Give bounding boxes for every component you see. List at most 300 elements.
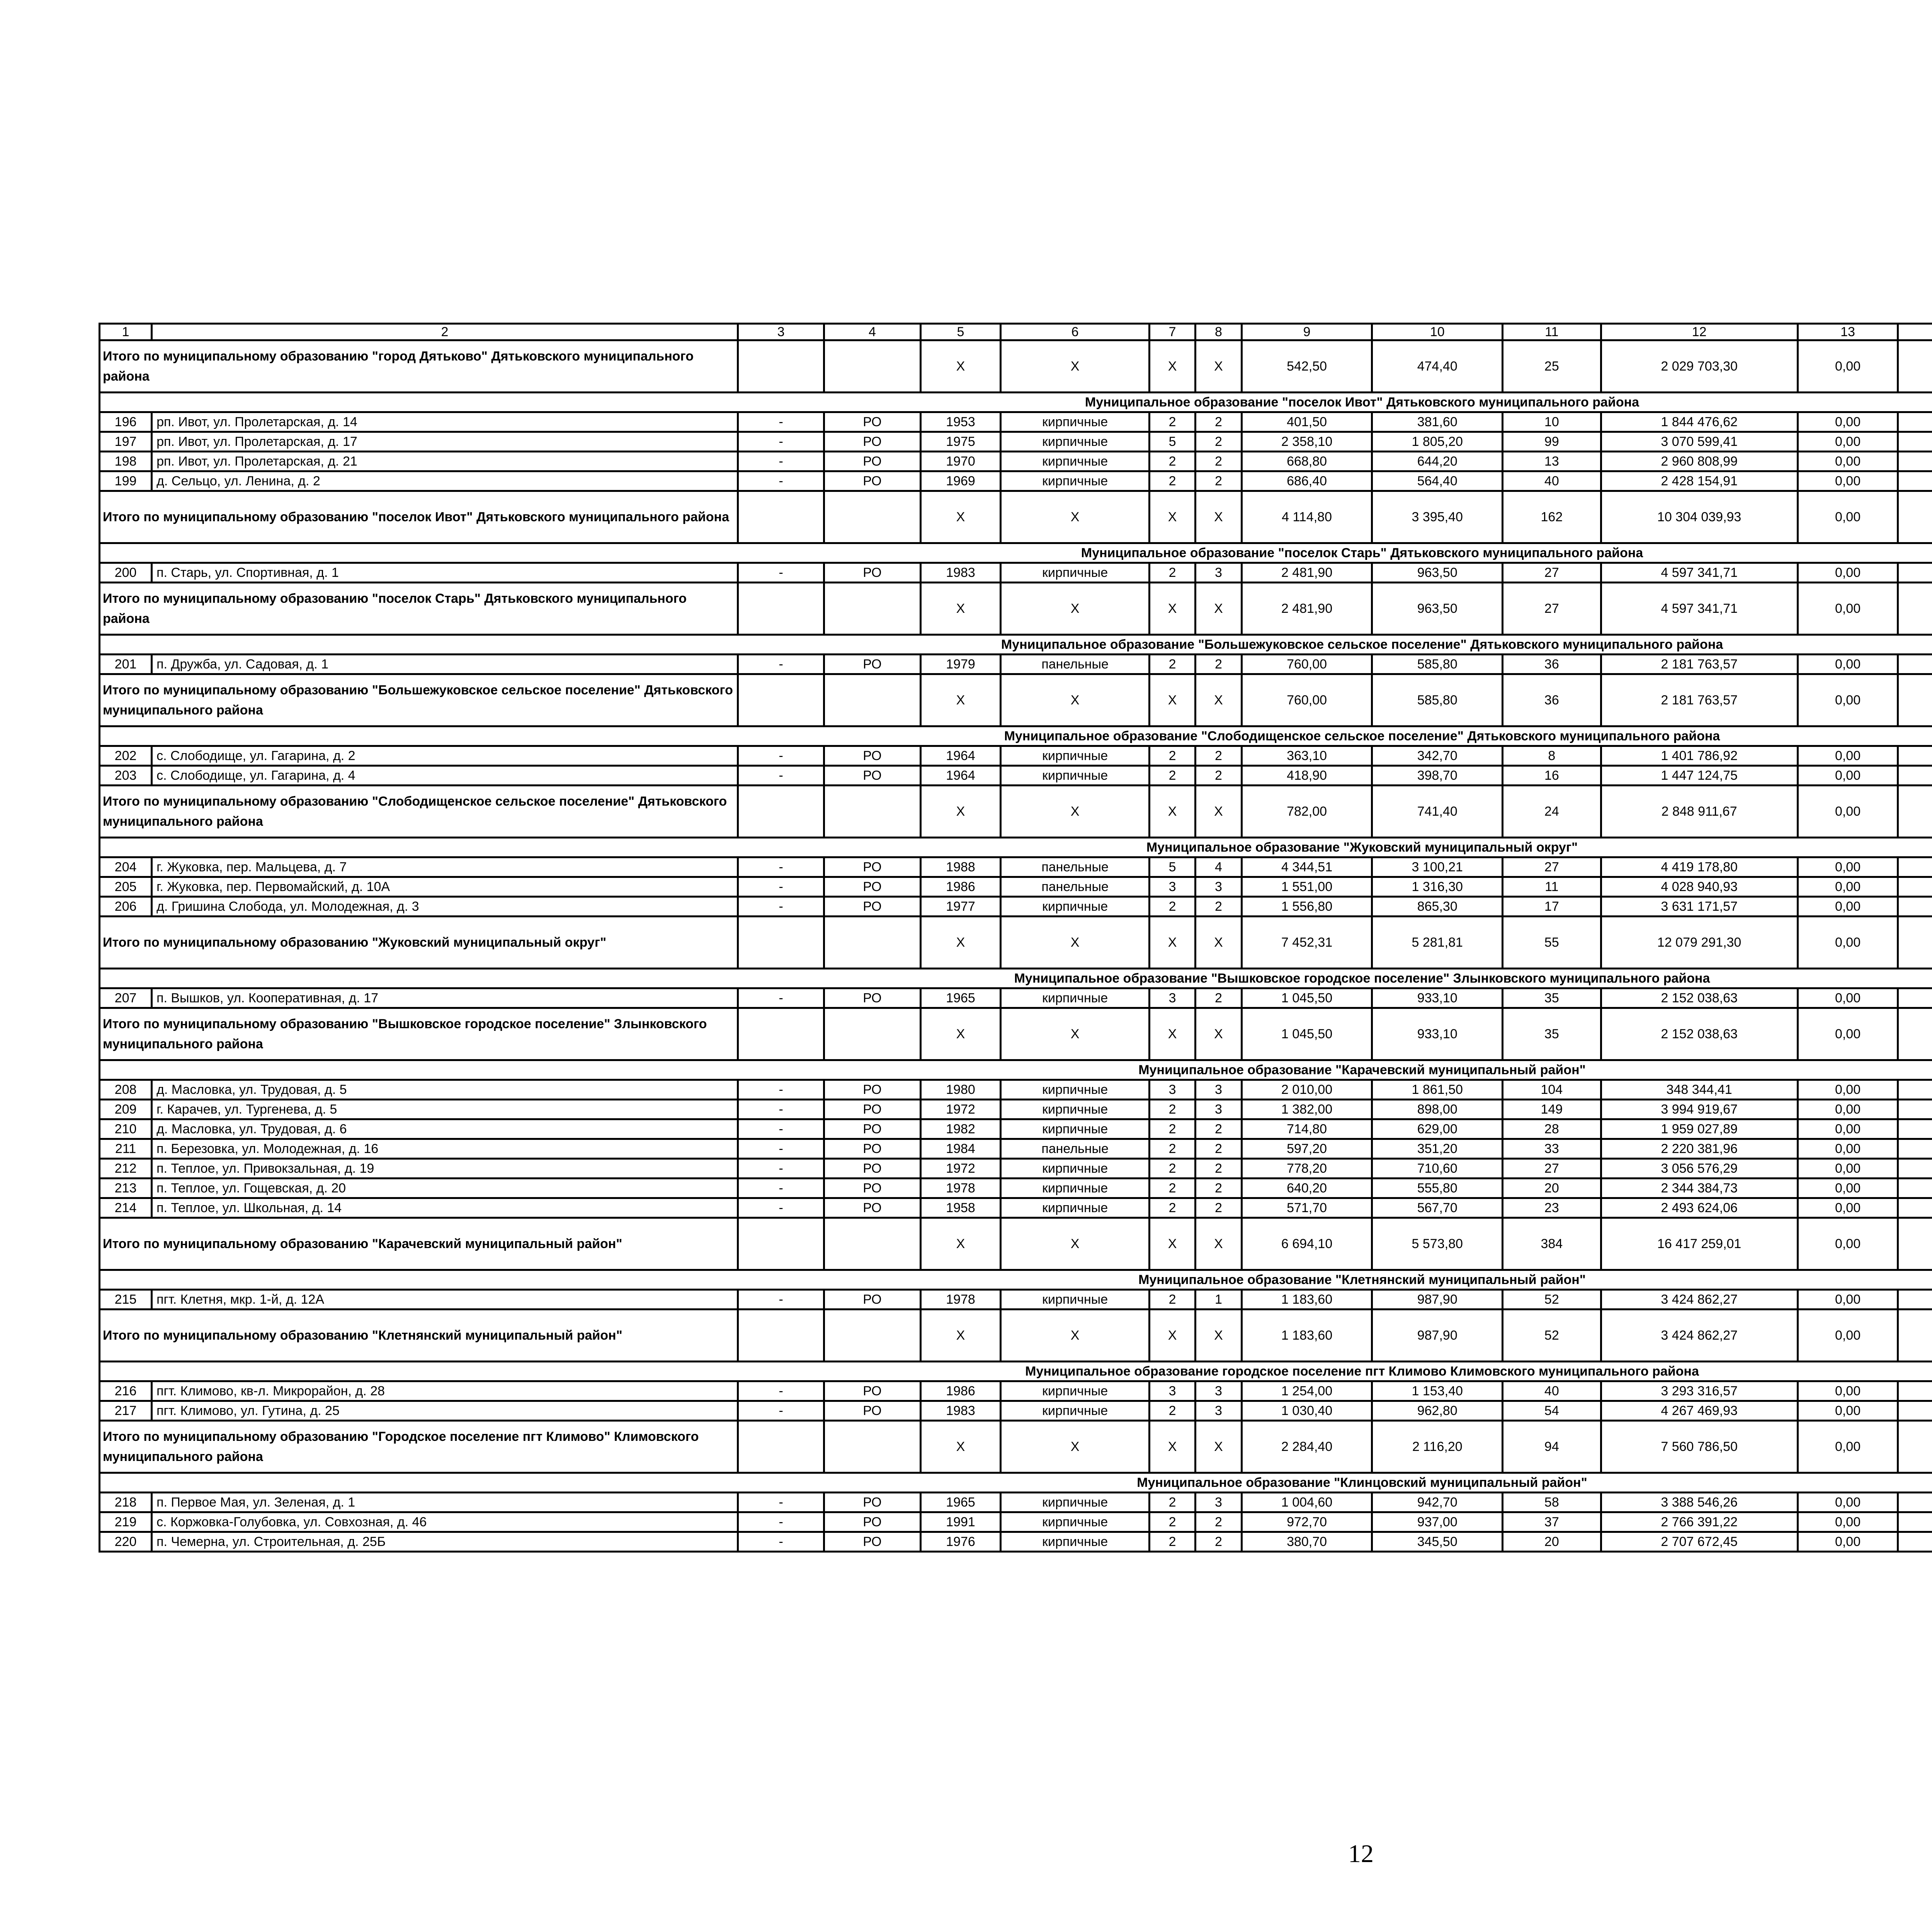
table-cell: 0,00 bbox=[1798, 452, 1898, 471]
table-cell: 219 bbox=[100, 1512, 152, 1532]
table-cell: кирпичные bbox=[1001, 1493, 1149, 1512]
table-cell: - bbox=[738, 1401, 824, 1421]
table-cell: 2 152 038,63 bbox=[1601, 988, 1798, 1008]
table-cell: кирпичные bbox=[1001, 1179, 1149, 1198]
table-cell: кирпичные bbox=[1001, 1401, 1149, 1421]
table-cell: 213 bbox=[100, 1179, 152, 1198]
total-cell: 0,00 bbox=[1798, 1310, 1898, 1362]
total-cell: 2 481,90 bbox=[1242, 583, 1372, 635]
total-cell: X bbox=[1001, 340, 1149, 393]
table-cell: 0,00 bbox=[1798, 432, 1898, 452]
table-cell bbox=[1898, 877, 1932, 897]
table-cell: - bbox=[738, 897, 824, 917]
table-cell: 1 959 027,89 bbox=[1601, 1119, 1798, 1139]
total-cell: 0,00 bbox=[1798, 786, 1898, 838]
table-cell: 2 766 391,22 bbox=[1601, 1512, 1798, 1532]
table-cell: кирпичные bbox=[1001, 1159, 1149, 1179]
table-cell: 3 070 599,41 bbox=[1601, 432, 1798, 452]
table-cell: 2 181 763,57 bbox=[1601, 655, 1798, 674]
total-row bbox=[100, 917, 1932, 969]
table-cell: 2 bbox=[1149, 1290, 1195, 1310]
table-cell: кирпичные bbox=[1001, 1381, 1149, 1401]
table-cell: 2 bbox=[1149, 655, 1195, 674]
table-cell: 54 bbox=[1503, 1401, 1601, 1421]
table-cell: 2 bbox=[1149, 1512, 1195, 1532]
total-cell: X bbox=[1149, 340, 1195, 393]
table-cell: кирпичные bbox=[1001, 1100, 1149, 1119]
table-row bbox=[100, 1100, 1932, 1119]
column-number: 1 bbox=[100, 324, 152, 340]
table-cell: 99 bbox=[1503, 432, 1601, 452]
table-cell: 204 bbox=[100, 857, 152, 877]
table-row bbox=[100, 1198, 1932, 1218]
table-cell: 4 597 341,71 bbox=[1601, 563, 1798, 583]
table-cell: 2 bbox=[1196, 766, 1242, 786]
table-cell: 211 bbox=[100, 1139, 152, 1159]
table-cell: РО bbox=[824, 1198, 920, 1218]
table-cell: 0,00 bbox=[1798, 1179, 1898, 1198]
table-row bbox=[100, 1159, 1932, 1179]
table-cell: 2 bbox=[1149, 452, 1195, 471]
table-row bbox=[100, 563, 1932, 583]
total-cell: X bbox=[1196, 1218, 1242, 1270]
table-cell: с. Коржовка-Голубовка, ул. Совхозная, д. 46 bbox=[152, 1512, 738, 1532]
table-cell: 1 805,20 bbox=[1372, 432, 1503, 452]
table-cell: 3 bbox=[1149, 988, 1195, 1008]
total-cell: 3 395,40 bbox=[1372, 491, 1503, 543]
table-cell: 2 bbox=[1149, 1493, 1195, 1512]
table-cell: РО bbox=[824, 1080, 920, 1100]
table-cell bbox=[1898, 1381, 1932, 1401]
table-cell: РО bbox=[824, 857, 920, 877]
table-cell: 2 bbox=[1196, 1119, 1242, 1139]
table-cell: 3 056 576,29 bbox=[1601, 1159, 1798, 1179]
table-cell: 3 424 862,27 bbox=[1601, 1290, 1798, 1310]
table-row bbox=[100, 1080, 1932, 1100]
table-cell: 37 bbox=[1503, 1512, 1601, 1532]
table-row bbox=[100, 471, 1932, 491]
table-cell: 898,00 bbox=[1372, 1100, 1503, 1119]
total-cell: 1 183,60 bbox=[1242, 1310, 1372, 1362]
total-cell: X bbox=[920, 340, 1001, 393]
table-cell: - bbox=[738, 1198, 824, 1218]
total-cell bbox=[824, 1218, 920, 1270]
table-cell: кирпичные bbox=[1001, 988, 1149, 1008]
table-cell: 1 254,00 bbox=[1242, 1381, 1372, 1401]
table-cell: РО bbox=[824, 1119, 920, 1139]
table-cell: 4 028 940,93 bbox=[1601, 877, 1798, 897]
table-cell: 2 bbox=[1196, 655, 1242, 674]
table-cell: 2 bbox=[1196, 897, 1242, 917]
table-cell: 197 bbox=[100, 432, 152, 452]
total-row bbox=[100, 1310, 1932, 1362]
table-cell bbox=[1898, 1198, 1932, 1218]
table-cell: РО bbox=[824, 432, 920, 452]
table-cell: п. Первое Мая, ул. Зеленая, д. 1 bbox=[152, 1493, 738, 1512]
table-cell: 4 344,51 bbox=[1242, 857, 1372, 877]
total-cell bbox=[738, 1310, 824, 1362]
table-cell: 3 bbox=[1196, 1401, 1242, 1421]
table-cell: 0,00 bbox=[1798, 563, 1898, 583]
table-cell: 2 493 624,06 bbox=[1601, 1198, 1798, 1218]
table-cell: 381,60 bbox=[1372, 412, 1503, 432]
table-cell: 987,90 bbox=[1372, 1290, 1503, 1310]
table-cell: 1970 bbox=[920, 452, 1001, 471]
total-cell: X bbox=[1196, 1421, 1242, 1473]
table-cell: - bbox=[738, 1290, 824, 1310]
table-cell: РО bbox=[824, 452, 920, 471]
table-cell: рп. Ивот, ул. Пролетарская, д. 14 bbox=[152, 412, 738, 432]
table-cell: 571,70 bbox=[1242, 1198, 1372, 1218]
total-cell: X bbox=[1196, 340, 1242, 393]
table-cell: 203 bbox=[100, 766, 152, 786]
table-cell: 215 bbox=[100, 1290, 152, 1310]
table-row bbox=[100, 857, 1932, 877]
total-cell: 25 bbox=[1503, 340, 1601, 393]
table-cell: пгт. Климово, кв-л. Микрорайон, д. 28 bbox=[152, 1381, 738, 1401]
table-cell: 0,00 bbox=[1798, 1198, 1898, 1218]
total-cell: X bbox=[1149, 917, 1195, 969]
table-cell: п. Чемерна, ул. Строительная, д. 25Б bbox=[152, 1532, 738, 1552]
total-cell: X bbox=[1149, 583, 1195, 635]
table-cell: 1 183,60 bbox=[1242, 1290, 1372, 1310]
total-cell: 933,10 bbox=[1372, 1008, 1503, 1060]
total-cell bbox=[824, 1008, 920, 1060]
table-cell: РО bbox=[824, 1381, 920, 1401]
total-cell bbox=[738, 786, 824, 838]
table-cell: 2 bbox=[1149, 1100, 1195, 1119]
table-cell: 0,00 bbox=[1798, 471, 1898, 491]
table-cell: 0,00 bbox=[1798, 877, 1898, 897]
table-cell: 0,00 bbox=[1798, 412, 1898, 432]
table-cell: - bbox=[738, 1080, 824, 1100]
table-cell: 668,80 bbox=[1242, 452, 1372, 471]
total-cell bbox=[824, 786, 920, 838]
table-cell: 865,30 bbox=[1372, 897, 1503, 917]
total-cell: X bbox=[920, 1421, 1001, 1473]
table-cell: 2 bbox=[1196, 412, 1242, 432]
total-cell: X bbox=[1149, 1218, 1195, 1270]
table-cell: 8 bbox=[1503, 746, 1601, 766]
table-cell: - bbox=[738, 1512, 824, 1532]
total-cell: 0,00 bbox=[1798, 340, 1898, 393]
table-cell: 0,00 bbox=[1798, 857, 1898, 877]
total-cell: X bbox=[1196, 917, 1242, 969]
total-cell bbox=[738, 583, 824, 635]
table-cell: 104 bbox=[1503, 1080, 1601, 1100]
table-cell: 1 bbox=[1196, 1290, 1242, 1310]
table-cell: РО bbox=[824, 988, 920, 1008]
table-cell: 4 267 469,93 bbox=[1601, 1401, 1798, 1421]
table-cell: пгт. Климово, ул. Гутина, д. 25 bbox=[152, 1401, 738, 1421]
table-cell: 3 bbox=[1149, 1080, 1195, 1100]
table-cell: РО bbox=[824, 766, 920, 786]
total-cell: X bbox=[1149, 1008, 1195, 1060]
table-cell: РО bbox=[824, 471, 920, 491]
table-cell: 0,00 bbox=[1798, 1532, 1898, 1552]
table-cell: с. Слободище, ул. Гагарина, д. 2 bbox=[152, 746, 738, 766]
table-cell: 1 844 476,62 bbox=[1601, 412, 1798, 432]
table-cell: 2 bbox=[1149, 1198, 1195, 1218]
total-cell: 7 452,31 bbox=[1242, 917, 1372, 969]
table-cell: 20 bbox=[1503, 1179, 1601, 1198]
table-cell: - bbox=[738, 655, 824, 674]
table-cell: РО bbox=[824, 412, 920, 432]
total-cell: 7 560 786,50 bbox=[1601, 1421, 1798, 1473]
table-cell: 2 bbox=[1149, 766, 1195, 786]
table-cell bbox=[1898, 988, 1932, 1008]
table-cell: 0,00 bbox=[1798, 897, 1898, 917]
table-cell: - bbox=[738, 988, 824, 1008]
table-cell: 1 045,50 bbox=[1242, 988, 1372, 1008]
total-cell: 2 284,40 bbox=[1242, 1421, 1372, 1473]
table-cell: 210 bbox=[100, 1119, 152, 1139]
table-cell: 710,60 bbox=[1372, 1159, 1503, 1179]
table-cell: д. Масловка, ул. Трудовая, д. 6 bbox=[152, 1119, 738, 1139]
section-header-row bbox=[100, 838, 1932, 857]
table-cell: 2 428 154,91 bbox=[1601, 471, 1798, 491]
table-cell: 585,80 bbox=[1372, 655, 1503, 674]
total-cell: X bbox=[920, 491, 1001, 543]
table-cell: 3 100,21 bbox=[1372, 857, 1503, 877]
total-label: Итого по муниципальному образованию "поселок Старь" Дятьковского муниципального района bbox=[100, 583, 738, 635]
total-cell: 35 bbox=[1503, 1008, 1601, 1060]
table-cell: 963,50 bbox=[1372, 563, 1503, 583]
table-cell: г. Карачев, ул. Тургенева, д. 5 bbox=[152, 1100, 738, 1119]
table-cell: 2 bbox=[1149, 1401, 1195, 1421]
total-cell: 0,00 bbox=[1798, 674, 1898, 726]
total-cell: 741,40 bbox=[1372, 786, 1503, 838]
table-row bbox=[100, 1532, 1932, 1552]
table-cell bbox=[1898, 1159, 1932, 1179]
table-cell: 942,70 bbox=[1372, 1493, 1503, 1512]
table-cell: 212 bbox=[100, 1159, 152, 1179]
table-cell: 214 bbox=[100, 1198, 152, 1218]
table-cell: 2 bbox=[1196, 452, 1242, 471]
table-cell: - bbox=[738, 746, 824, 766]
total-cell bbox=[738, 1218, 824, 1270]
table-cell: 760,00 bbox=[1242, 655, 1372, 674]
total-cell: X bbox=[920, 1008, 1001, 1060]
table-cell: 1980 bbox=[920, 1080, 1001, 1100]
total-cell: 94 bbox=[1503, 1421, 1601, 1473]
table-cell: кирпичные bbox=[1001, 412, 1149, 432]
table-cell: 2 bbox=[1196, 432, 1242, 452]
column-number: 7 bbox=[1149, 324, 1195, 340]
total-cell: 2 152 038,63 bbox=[1601, 1008, 1798, 1060]
table-cell: 2 010,00 bbox=[1242, 1080, 1372, 1100]
page-number: 12 bbox=[1348, 1840, 1374, 1868]
table-row bbox=[100, 452, 1932, 471]
total-cell: 2 848 911,67 bbox=[1601, 786, 1798, 838]
table-cell: РО bbox=[824, 746, 920, 766]
table-cell: 1 447 124,75 bbox=[1601, 766, 1798, 786]
total-label: Итого по муниципальному образованию "Городское поселение пгт Климово" Климовского муниципального района bbox=[100, 1421, 738, 1473]
total-cell: 2 029 703,30 bbox=[1601, 340, 1798, 393]
column-number: 4 bbox=[824, 324, 920, 340]
table-cell: 0,00 bbox=[1798, 766, 1898, 786]
table-cell: 2 bbox=[1149, 1179, 1195, 1198]
table-cell: 1969 bbox=[920, 471, 1001, 491]
table-row bbox=[100, 1119, 1932, 1139]
table-cell: 205 bbox=[100, 877, 152, 897]
table-cell: РО bbox=[824, 1159, 920, 1179]
table-cell: РО bbox=[824, 877, 920, 897]
table-cell: 216 bbox=[100, 1381, 152, 1401]
table-cell: 1 382,00 bbox=[1242, 1100, 1372, 1119]
table-cell: - bbox=[738, 766, 824, 786]
table-cell: 0,00 bbox=[1798, 1493, 1898, 1512]
table-cell: РО bbox=[824, 563, 920, 583]
total-row bbox=[100, 583, 1932, 635]
table-cell: г. Жуковка, пер. Первомайский, д. 10А bbox=[152, 877, 738, 897]
table-cell: 196 bbox=[100, 412, 152, 432]
table-cell: 10 bbox=[1503, 412, 1601, 432]
table-cell: 348 344,41 bbox=[1601, 1080, 1798, 1100]
table-cell: - bbox=[738, 1179, 824, 1198]
table-cell: 1 030,40 bbox=[1242, 1401, 1372, 1421]
table-cell: 2 358,10 bbox=[1242, 432, 1372, 452]
table-cell: 686,40 bbox=[1242, 471, 1372, 491]
table-cell: 1 004,60 bbox=[1242, 1493, 1372, 1512]
total-cell: 6 694,10 bbox=[1242, 1218, 1372, 1270]
table-row bbox=[100, 1493, 1932, 1512]
table-cell: 3 631 171,57 bbox=[1601, 897, 1798, 917]
table-cell: 567,70 bbox=[1372, 1198, 1503, 1218]
table-cell bbox=[1898, 1401, 1932, 1421]
total-cell: 542,50 bbox=[1242, 340, 1372, 393]
table-cell: - bbox=[738, 1493, 824, 1512]
table-cell: 0,00 bbox=[1798, 988, 1898, 1008]
table-cell: 3 bbox=[1149, 1381, 1195, 1401]
column-number: 8 bbox=[1196, 324, 1242, 340]
table-cell bbox=[1898, 563, 1932, 583]
table-cell: 0,00 bbox=[1798, 1080, 1898, 1100]
table-cell: 2 bbox=[1196, 471, 1242, 491]
table-cell: п. Теплое, ул. Школьная, д. 14 bbox=[152, 1198, 738, 1218]
section-header-row bbox=[100, 1473, 1932, 1493]
table-cell: - bbox=[738, 1159, 824, 1179]
table-cell: кирпичные bbox=[1001, 563, 1149, 583]
table-cell bbox=[1898, 471, 1932, 491]
table-cell: кирпичные bbox=[1001, 1532, 1149, 1552]
total-cell: 5 281,81 bbox=[1372, 917, 1503, 969]
table-cell bbox=[1898, 1100, 1932, 1119]
total-cell: X bbox=[920, 1218, 1001, 1270]
table-cell: РО bbox=[824, 1100, 920, 1119]
table-cell: 201 bbox=[100, 655, 152, 674]
total-cell bbox=[1898, 1421, 1932, 1473]
table-cell: 2 bbox=[1196, 1179, 1242, 1198]
table-cell: 1984 bbox=[920, 1139, 1001, 1159]
total-label: Итого по муниципальному образованию "Карачевский муниципальный район" bbox=[100, 1218, 738, 1270]
table-cell: 2 bbox=[1149, 563, 1195, 583]
table-cell: 27 bbox=[1503, 857, 1601, 877]
table-cell: 217 bbox=[100, 1401, 152, 1421]
total-cell: 0,00 bbox=[1798, 491, 1898, 543]
table-row bbox=[100, 412, 1932, 432]
table-cell: 2 bbox=[1196, 1512, 1242, 1532]
table-cell: 4 419 178,80 bbox=[1601, 857, 1798, 877]
register-table bbox=[99, 323, 1932, 1553]
total-cell bbox=[738, 674, 824, 726]
total-cell: X bbox=[920, 583, 1001, 635]
table-cell: 202 bbox=[100, 746, 152, 766]
table-cell bbox=[1898, 857, 1932, 877]
table-cell: 1972 bbox=[920, 1159, 1001, 1179]
table-cell: 2 bbox=[1149, 1532, 1195, 1552]
total-row bbox=[100, 491, 1932, 543]
total-cell bbox=[824, 583, 920, 635]
total-cell bbox=[1898, 917, 1932, 969]
table-cell: 640,20 bbox=[1242, 1179, 1372, 1198]
table-cell: 33 bbox=[1503, 1139, 1601, 1159]
total-cell: X bbox=[920, 786, 1001, 838]
table-cell: 2 bbox=[1196, 1159, 1242, 1179]
section-header-row bbox=[100, 635, 1932, 655]
table-cell: 2 bbox=[1149, 412, 1195, 432]
section-title: Муниципальное образование "Вышковское городское поселение" Злынковского муниципального района bbox=[100, 969, 1932, 988]
total-cell bbox=[1898, 340, 1932, 393]
table-cell: 40 bbox=[1503, 471, 1601, 491]
total-cell bbox=[738, 1008, 824, 1060]
table-cell: 1972 bbox=[920, 1100, 1001, 1119]
section-header-row bbox=[100, 393, 1932, 412]
total-row bbox=[100, 1421, 1932, 1473]
table-cell bbox=[1898, 1119, 1932, 1139]
table-cell: 40 bbox=[1503, 1381, 1601, 1401]
table-cell: 0,00 bbox=[1798, 1401, 1898, 1421]
table-cell: 5 bbox=[1149, 432, 1195, 452]
table-cell: 149 bbox=[1503, 1100, 1601, 1119]
table-cell: п. Старь, ул. Спортивная, д. 1 bbox=[152, 563, 738, 583]
table-cell bbox=[1898, 1493, 1932, 1512]
table-cell: 2 bbox=[1149, 471, 1195, 491]
table-row bbox=[100, 1179, 1932, 1198]
table-cell bbox=[1898, 1532, 1932, 1552]
total-cell: 162 bbox=[1503, 491, 1601, 543]
total-cell: X bbox=[1001, 491, 1149, 543]
table-cell: РО bbox=[824, 1532, 920, 1552]
total-cell bbox=[824, 1310, 920, 1362]
table-cell: 0,00 bbox=[1798, 1290, 1898, 1310]
table-cell: 1988 bbox=[920, 857, 1001, 877]
table-cell: кирпичные bbox=[1001, 432, 1149, 452]
total-cell: X bbox=[1001, 1218, 1149, 1270]
table-cell: 27 bbox=[1503, 563, 1601, 583]
table-cell bbox=[1898, 897, 1932, 917]
total-label: Итого по муниципальному образованию "Слободищенское сельское поселение" Дятьковского муниципального района bbox=[100, 786, 738, 838]
table-cell: 1991 bbox=[920, 1512, 1001, 1532]
total-cell: X bbox=[1149, 1310, 1195, 1362]
table-cell: д. Гришина Слобода, ул. Молодежная, д. 3 bbox=[152, 897, 738, 917]
table-cell: 1953 bbox=[920, 412, 1001, 432]
table-cell: 1986 bbox=[920, 877, 1001, 897]
total-cell: 0,00 bbox=[1798, 583, 1898, 635]
table-cell: 1965 bbox=[920, 988, 1001, 1008]
total-cell: 0,00 bbox=[1798, 1218, 1898, 1270]
table-cell: 2 bbox=[1149, 1139, 1195, 1159]
section-title: Муниципальное образование "Жуковский муниципальный округ" bbox=[100, 838, 1932, 857]
column-number bbox=[1898, 324, 1932, 340]
table-cell: 555,80 bbox=[1372, 1179, 1503, 1198]
table-cell bbox=[1898, 1139, 1932, 1159]
table-cell: 208 bbox=[100, 1080, 152, 1100]
total-cell: 3 424 862,27 bbox=[1601, 1310, 1798, 1362]
table-cell: 937,00 bbox=[1372, 1512, 1503, 1532]
table-cell: 1964 bbox=[920, 766, 1001, 786]
total-cell: X bbox=[1001, 786, 1149, 838]
